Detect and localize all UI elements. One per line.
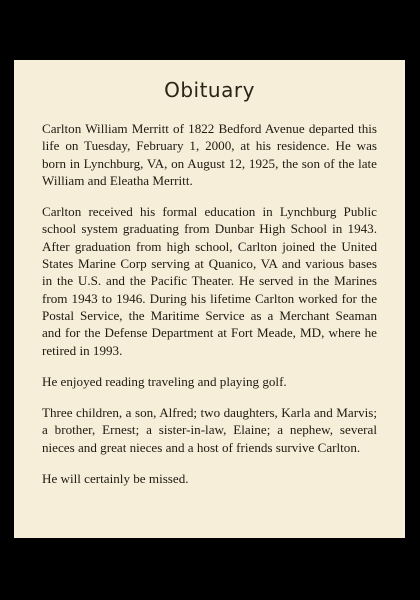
paragraph-survivors: Three children, a son, Alfred; two daughters, Karla and Marvis; a brother, Ernest; a sister-in-law, Elaine; a nephew, several nieces and great nieces and a host of friends survive Carlton.: [42, 405, 377, 455]
paragraph-closing: He will certainly be missed.: [42, 471, 189, 487]
paragraph-hobbies: He enjoyed reading traveling and playing golf.: [42, 373, 287, 389]
obituary-title: Obituary: [164, 78, 255, 102]
paragraph-intro: Carlton William Merritt of 1822 Bedford Avenue departed this life on Tuesday, February 1, 2000, at his residence. He was born in Lynchburg, VA, on August 12, 1925, the son of the late William and Eleatha Merritt.: [42, 121, 377, 188]
paragraph-education-career: Carlton received his formal education in Lynchburg Public school system graduating from Dunbar High School in 1943. After graduation from high school, Carlton joined the United States Marine Corp serving at Quanico, VA and various bases in the U.S. and the Pacific Theater. He served in the Marines from 1943 to 1946. During his lifetime Carlton worked for the Postal Service, the Maritime Service as a Merchant Seaman and for the Defense Department at Fort Meade, MD, where he retired in 1993.: [42, 204, 377, 358]
obituary-page: [14, 60, 405, 538]
